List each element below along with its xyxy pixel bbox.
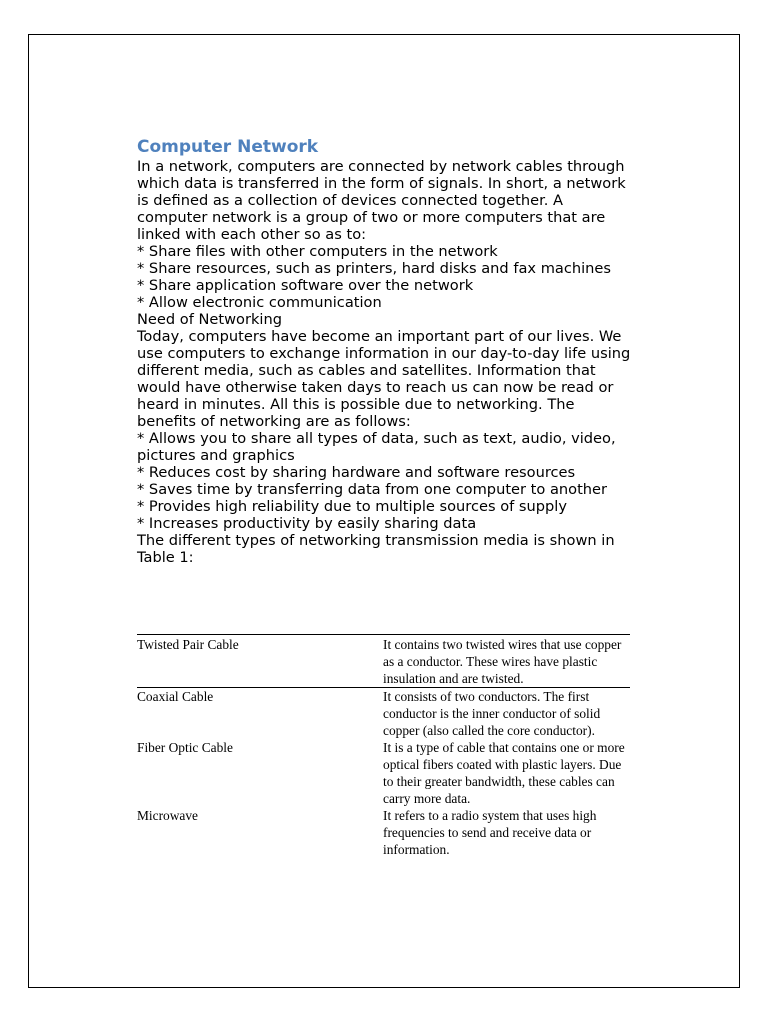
list-item: * Share application software over the network <box>137 277 474 294</box>
table-row <box>137 635 630 688</box>
table-intro: The different types of networking transmission media is shown in <box>137 532 615 549</box>
document-body <box>137 136 637 566</box>
media-description: It contains two twisted wires that use copper as a conductor. These wires have plastic insulation and are twisted. <box>383 635 630 688</box>
media-name: Twisted Pair Cable <box>137 635 383 688</box>
media-name: Fiber Optic Cable <box>137 740 233 755</box>
media-name: Coaxial Cable <box>137 689 214 704</box>
table-row <box>137 688 630 740</box>
transmission-media-table <box>137 634 630 858</box>
list-item: * Share resources, such as printers, hard disks and fax machines <box>137 260 612 277</box>
table-row <box>137 739 630 807</box>
table-label: Table 1: <box>137 549 194 566</box>
need-heading: Need of Networking <box>137 311 282 328</box>
benefits-bullet-list <box>137 430 637 532</box>
sharing-bullet-list <box>137 243 637 311</box>
need-paragraph: Today, computers have become an important part of our lives. We use computers to exchange information in our day-to-day life using different media, such as cables and satellites. Information that would have otherwise taken days to reach us can now be read or heard in minutes. All this is possible due to networking. The benefits of networking are as follows: <box>137 328 631 430</box>
list-item: * Allows you to share all types of data, such as text, audio, video, pictures and graphics <box>137 430 616 464</box>
list-item: * Reduces cost by sharing hardware and software resources <box>137 464 576 481</box>
document-title: Computer Network <box>137 137 319 157</box>
list-item: * Allow electronic communication <box>137 294 382 311</box>
intro-paragraph: In a network, computers are connected by network cables through which data is transferred in the form of signals. In short, a network is defined as a collection of devices connected together. A computer network is a group of two or more computers that are linked with each other so as to: <box>137 158 626 243</box>
table-row <box>137 807 630 858</box>
list-item: * Provides high reliability due to multiple sources of supply <box>137 498 567 515</box>
media-name: Microwave <box>137 808 198 823</box>
media-description: It refers to a radio system that uses high frequencies to send and receive data or information. <box>383 808 597 857</box>
media-description: It is a type of cable that contains one or more optical fibers coated with plastic layers. Due to their greater bandwidth, these cables can carry more data. <box>383 740 625 806</box>
list-item: * Share files with other computers in the network <box>137 243 498 260</box>
list-item: * Saves time by transferring data from one computer to another <box>137 481 608 498</box>
media-description: It consists of two conductors. The first conductor is the inner conductor of solid copper (also called the core conductor). <box>383 689 601 738</box>
list-item: * Increases productivity by easily sharing data <box>137 515 477 532</box>
